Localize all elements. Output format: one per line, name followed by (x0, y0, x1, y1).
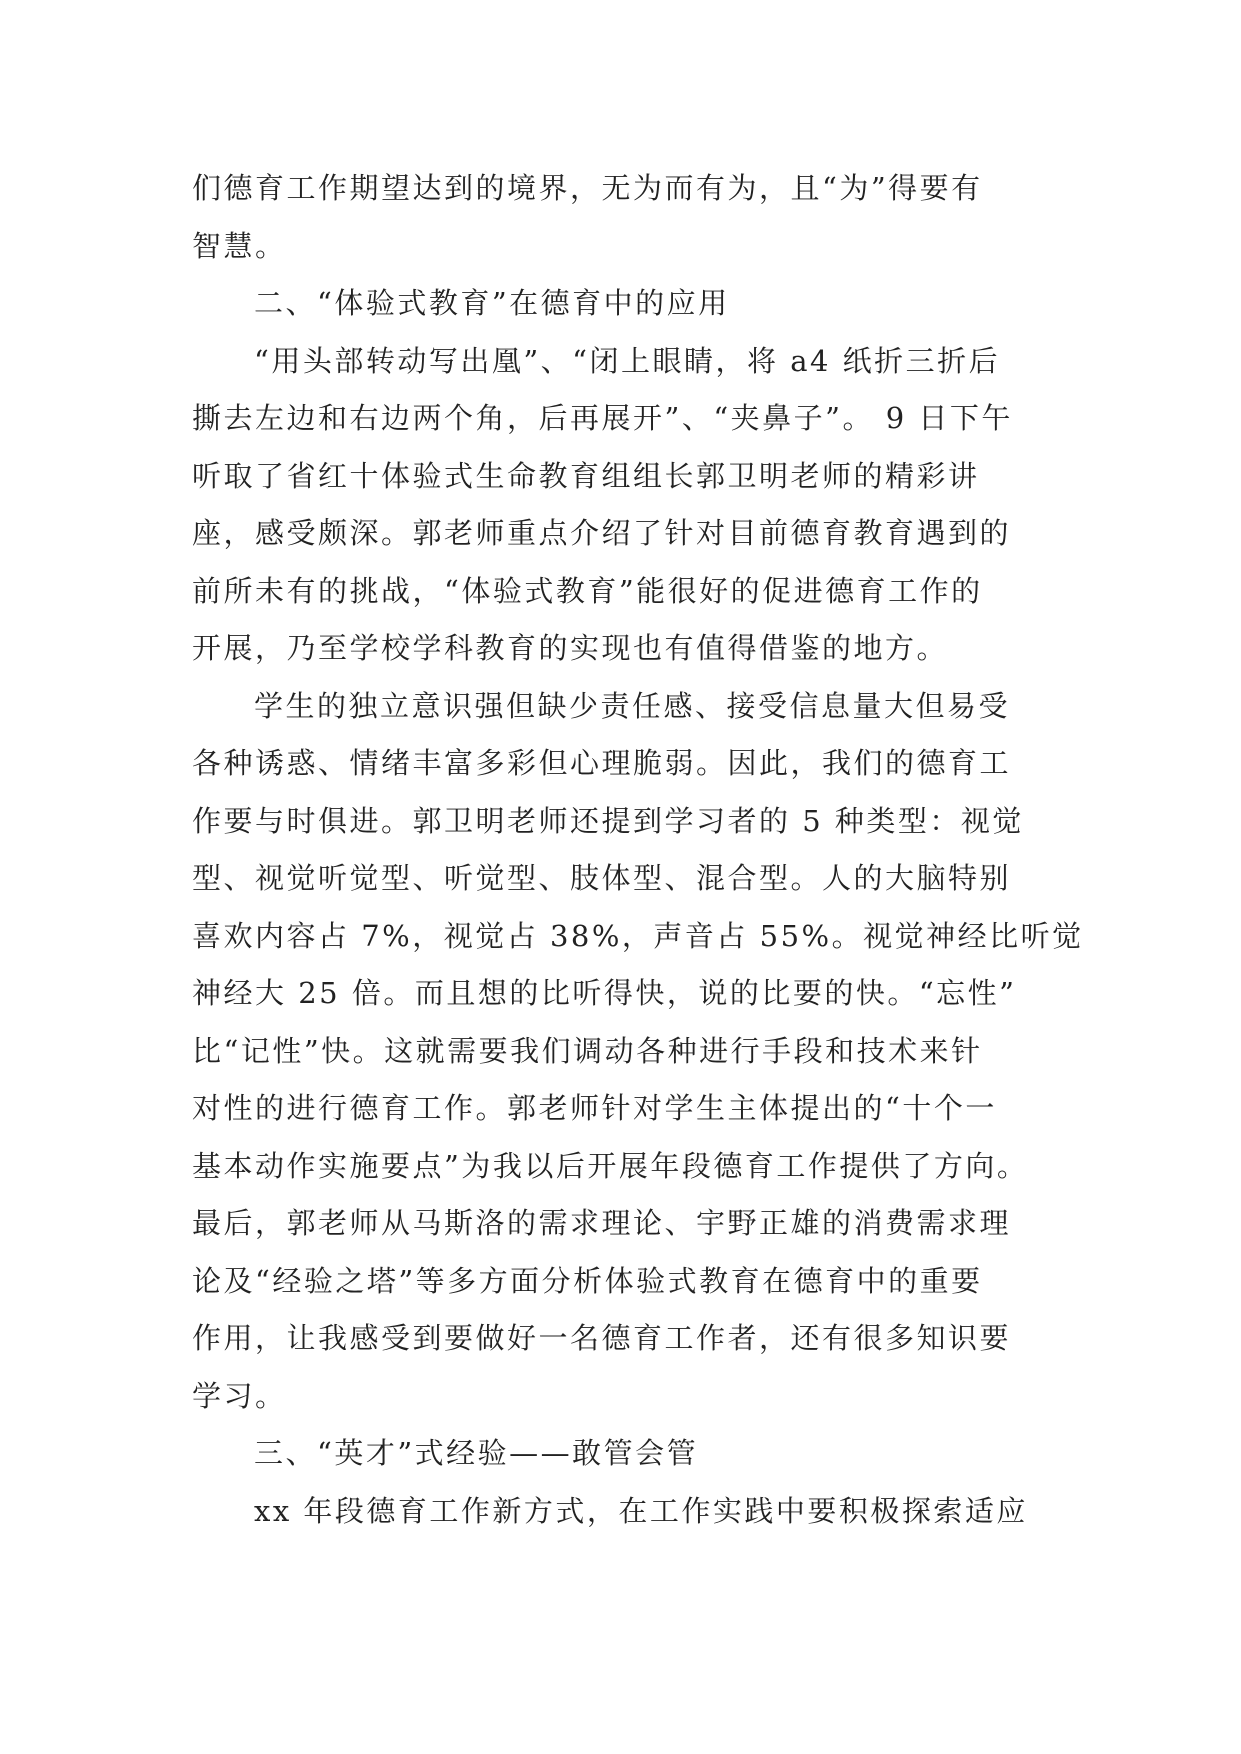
text-line: 神经大 25 倍。而且想的比听得快，说的比要的快。“忘性” (192, 976, 1017, 1010)
text-line: 撕去左边和右边两个角，后再展开”、“夹鼻子”。 9 日下午 (192, 401, 1013, 435)
paragraph-start-line: xx 年段德育工作新方式，在工作实践中要积极探索适应 (254, 1493, 1028, 1528)
paragraph-start-line: “用头部转动写出凰”、“闭上眼睛，将 a4 纸折三折后 (254, 343, 1001, 378)
text-line: 作用，让我感受到要做好一名德育工作者，还有很多知识要 (192, 1321, 1012, 1355)
section-heading: 二、“体验式教育”在德育中的应用 (254, 286, 730, 320)
text-line: 论及“经验之塔”等多方面分析体验式教育在德育中的重要 (192, 1263, 983, 1298)
text-line: 智慧。 (192, 228, 287, 263)
text-line: 前所未有的挑战，“体验式教育”能很好的促进德育工作的 (192, 573, 983, 608)
text-line: 听取了省红十体验式生命教育组组长郭卫明老师的精彩讲 (192, 458, 980, 493)
section-heading: 三、“英才”式经验——敢管会管 (254, 1436, 699, 1470)
text-line: 最后，郭老师从马斯洛的需求理论、宇野正雄的消费需求理 (192, 1206, 1012, 1240)
text-line: 学习。 (192, 1378, 287, 1413)
text-line: 型、视觉听觉型、听觉型、肢体型、混合型。人的大脑特别 (192, 861, 1012, 895)
text-line: 们德育工作期望达到的境界，无为而有为，且“为”得要有 (192, 171, 983, 205)
text-line: 开展，乃至学校学科教育的实现也有值得借鉴的地方。 (192, 631, 949, 665)
text-line: 作要与时俱进。郭卫明老师还提到学习者的 5 种类型：视觉 (192, 803, 1024, 838)
paragraph-start-line: 学生的独立意识强但缺少责任感、接受信息量大但易受 (254, 688, 1011, 723)
text-line: 对性的进行德育工作。郭老师针对学生主体提出的“十个一 (192, 1091, 997, 1125)
text-line: 各种诱惑、情绪丰富多彩但心理脆弱。因此，我们的德育工 (192, 746, 1012, 780)
text-line: 比“记性”快。这就需要我们调动各种进行手段和技术来针 (192, 1033, 983, 1068)
text-line: 基本动作实施要点”为我以后开展年段德育工作提供了方向。 (192, 1148, 1029, 1183)
document-body (192, 160, 1084, 1540)
text-line: 座，感受颇深。郭老师重点介绍了针对目前德育教育遇到的 (192, 516, 1012, 550)
text-line: 喜欢内容占 7%，视觉占 38%，声音占 55%。视觉神经比听觉 (192, 918, 1084, 953)
